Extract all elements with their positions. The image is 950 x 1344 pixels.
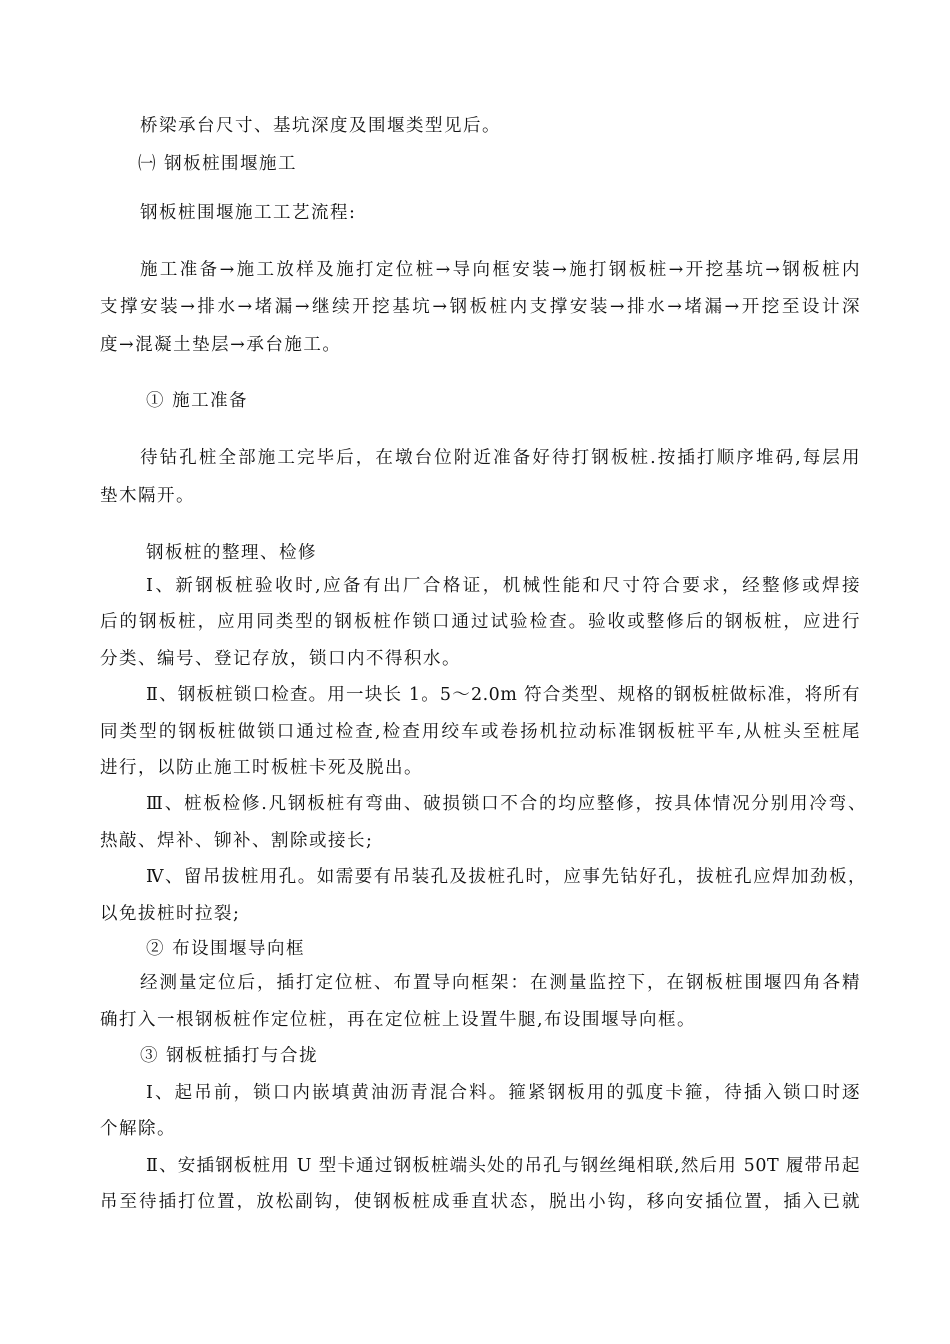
step2-heading: ② 布设围堰导向框 <box>146 939 306 959</box>
item2-line-1: Ⅱ、钢板桩锁口检查。用一块长 1。5～2.0m 符合类型、规格的钢板桩做标准，将所有 <box>146 685 860 705</box>
item2-line-3: 进行，以防止施工时板桩卡死及脱出。 <box>100 758 423 778</box>
step1-heading: ① 施工准备 <box>146 391 249 411</box>
step3-ii-line-2: 吊至待插打位置，放松副钩，使钢板桩成垂直状态，脱出小钩，移向安插位置，插入已就 <box>100 1192 860 1212</box>
item3-line-1: Ⅲ、桩板检修.凡钢板桩有弯曲、破损锁口不合的均应整修，按具体情况分别用冷弯、 <box>146 794 866 814</box>
item1-line-1: Ⅰ、新钢板桩验收时,应备有出厂合格证，机械性能和尺寸符合要求，经整修或焊接 <box>146 576 860 596</box>
step3-i-line-2: 个解除。 <box>100 1119 176 1139</box>
intro-paragraph: 桥梁承台尺寸、基坑深度及围堰类型见后。 <box>140 116 501 136</box>
repair-heading: 钢板桩的整理、检修 <box>146 543 317 563</box>
step3-ii-line-1: Ⅱ、安插钢板桩用 U 型卡通过钢板桩端头处的吊孔与钢丝绳相联,然后用 50T 履带吊起 <box>146 1156 860 1176</box>
flow-title: 钢板桩围堰施工工艺流程: <box>140 203 357 223</box>
section-heading-sheet-pile-cofferdam: ㈠ 钢板桩围堰施工 <box>138 154 298 174</box>
prep-line-2: 垫木隔开。 <box>100 486 195 506</box>
step3-heading: ③ 钢板桩插打与合拢 <box>140 1046 319 1066</box>
step3-i-line-1: Ⅰ、起吊前，锁口内嵌填黄油沥青混合料。箍紧钢板用的弧度卡箍，待插入锁口时逐 <box>146 1083 860 1103</box>
item2-line-2: 同类型的钢板桩做锁口通过检查,检查用绞车或卷扬机拉动标准钢板桩平车,从桩头至桩尾 <box>100 722 860 742</box>
guide-line-1: 经测量定位后，插打定位桩、布置导向框架：在测量监控下，在钢板桩围堰四角各精 <box>140 973 860 993</box>
guide-line-2: 确打入一根钢板桩作定位桩，再在定位桩上设置牛腿,布设围堰导向框。 <box>100 1010 697 1030</box>
item1-line-2: 后的钢板桩，应用同类型的钢板桩作锁口通过试验检查。验收或整修后的钢板桩，应进行 <box>100 612 860 632</box>
prep-line-1: 待钻孔桩全部施工完毕后，在墩台位附近准备好待打钢板桩.按插打顺序堆码,每层用 <box>140 448 860 468</box>
item1-line-3: 分类、编号、登记存放，锁口内不得积水。 <box>100 649 461 669</box>
flow-line-1: 施工准备→施工放样及施打定位桩→导向框安装→施打钢板桩→开挖基坑→钢板桩内 <box>140 260 860 280</box>
item3-line-2: 热敲、焊补、铆补、割除或接长; <box>100 831 374 851</box>
item4-line-2: 以免拔桩时拉裂; <box>100 904 241 924</box>
flow-line-3: 度→混凝土垫层→承台施工。 <box>100 335 342 355</box>
item4-line-1: Ⅳ、留吊拔桩用孔。如需要有吊装孔及拔桩孔时，应事先钻好孔，拔桩孔应焊加劲板， <box>146 867 866 887</box>
flow-line-2: 支撑安装→排水→堵漏→继续开挖基坑→钢板桩内支撑安装→排水→堵漏→开挖至设计深 <box>100 297 860 317</box>
